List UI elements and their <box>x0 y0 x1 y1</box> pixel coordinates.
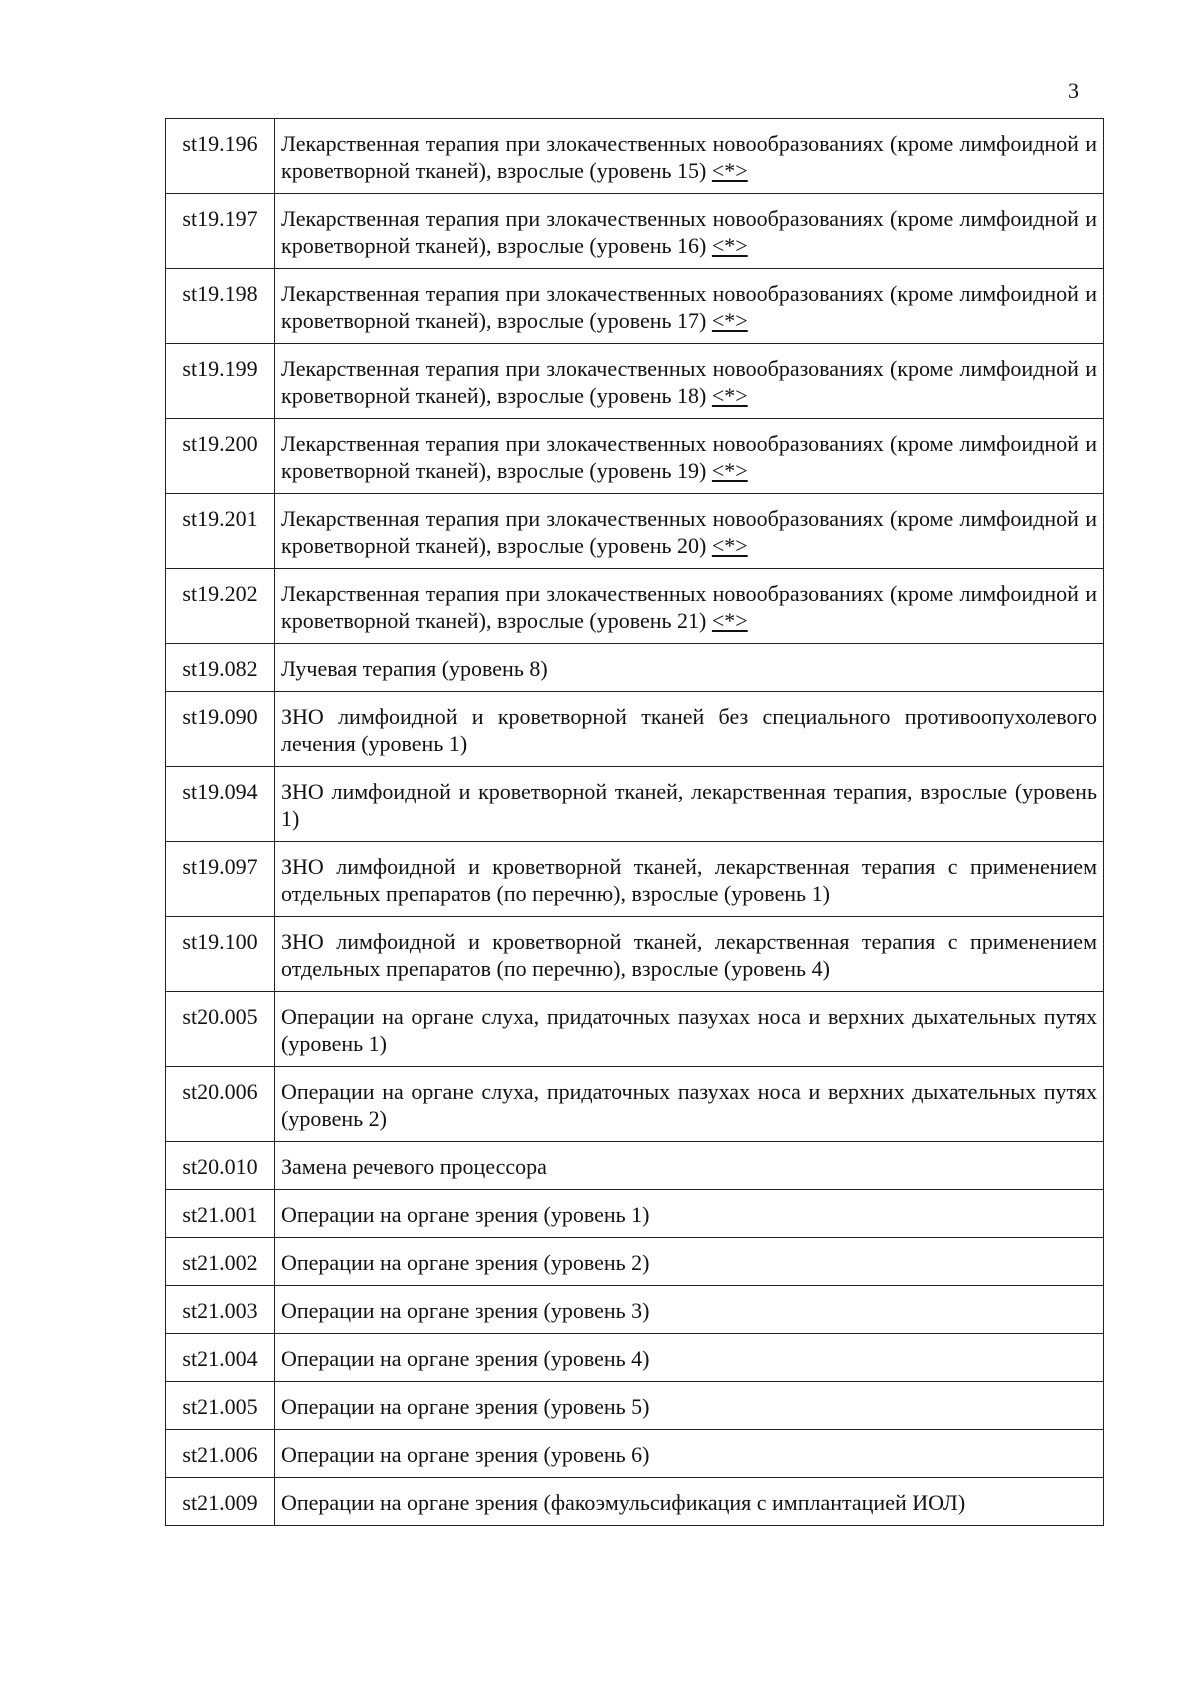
page-number: 3 <box>1068 78 1079 103</box>
row-name: Замена речевого процессора <box>275 1142 1104 1190</box>
row-name-text: Лекарственная терапия при злокачественных новообразованиях (кроме лимфоидной и кроветворной тканей), взрослые (уровень 16) <box>281 206 1097 258</box>
row-name-text: Лекарственная терапия при злокачественных новообразованиях (кроме лимфоидной и кроветворной тканей), взрослые (уровень 21) <box>281 581 1097 633</box>
row-code: st19.100 <box>166 917 275 992</box>
row-code: st19.196 <box>166 119 275 194</box>
table-row <box>166 767 1104 842</box>
row-name-text: Лекарственная терапия при злокачественных новообразованиях (кроме лимфоидной и кроветворной тканей), взрослые (уровень 20) <box>281 506 1097 558</box>
footnote-mark[interactable]: <*> <box>711 308 748 333</box>
table-row <box>166 692 1104 767</box>
row-name: Операции на органе зрения (уровень 1) <box>275 1190 1104 1238</box>
row-code: st19.094 <box>166 767 275 842</box>
row-name: ЗНО лимфоидной и кроветворной тканей без специального противоопухолевого лечения (уровень 1) <box>275 692 1104 767</box>
table-row <box>166 1190 1104 1238</box>
row-name: ЗНО лимфоидной и кроветворной тканей, лекарственная терапия, взрослые (уровень 1) <box>275 767 1104 842</box>
table-row <box>166 344 1104 419</box>
row-name: ЗНО лимфоидной и кроветворной тканей, лекарственная терапия с применением отдельных препаратов (по перечню), взрослые (уровень 4) <box>275 917 1104 992</box>
row-code: st20.005 <box>166 992 275 1067</box>
table-row <box>166 644 1104 692</box>
table-row <box>166 569 1104 644</box>
footnote-mark[interactable]: <*> <box>711 533 748 558</box>
row-name <box>275 269 1104 344</box>
row-code: st21.006 <box>166 1430 275 1478</box>
row-name <box>275 494 1104 569</box>
footnote-mark[interactable]: <*> <box>711 458 748 483</box>
row-code: st21.002 <box>166 1238 275 1286</box>
row-name: Операции на органе зрения (уровень 4) <box>275 1334 1104 1382</box>
footnote-mark[interactable]: <*> <box>711 158 748 183</box>
row-name: Операции на органе зрения (уровень 2) <box>275 1238 1104 1286</box>
row-code: st19.082 <box>166 644 275 692</box>
row-code: st21.005 <box>166 1382 275 1430</box>
row-code: st19.199 <box>166 344 275 419</box>
row-code: st19.097 <box>166 842 275 917</box>
row-code: st19.198 <box>166 269 275 344</box>
footnote-mark[interactable]: <*> <box>711 233 748 258</box>
row-name: Операции на органе зрения (уровень 5) <box>275 1382 1104 1430</box>
row-name: Лучевая терапия (уровень 8) <box>275 644 1104 692</box>
table-row <box>166 842 1104 917</box>
row-name: Операции на органе слуха, придаточных пазухах носа и верхних дыхательных путях (уровень 2) <box>275 1067 1104 1142</box>
table-row <box>166 1238 1104 1286</box>
row-code: st21.004 <box>166 1334 275 1382</box>
row-code: st21.001 <box>166 1190 275 1238</box>
table-row <box>166 419 1104 494</box>
row-name-text: Лекарственная терапия при злокачественных новообразованиях (кроме лимфоидной и кроветворной тканей), взрослые (уровень 19) <box>281 431 1097 483</box>
row-name: Операции на органе слуха, придаточных пазухах носа и верхних дыхательных путях (уровень 1) <box>275 992 1104 1067</box>
row-code: st19.202 <box>166 569 275 644</box>
row-name <box>275 119 1104 194</box>
row-name-text: Лекарственная терапия при злокачественных новообразованиях (кроме лимфоидной и кроветворной тканей), взрослые (уровень 15) <box>281 131 1097 183</box>
row-code: st20.006 <box>166 1067 275 1142</box>
row-code: st19.197 <box>166 194 275 269</box>
row-name: Операции на органе зрения (уровень 3) <box>275 1286 1104 1334</box>
table-row <box>166 1478 1104 1526</box>
row-name-text: Лекарственная терапия при злокачественных новообразованиях (кроме лимфоидной и кроветворной тканей), взрослые (уровень 18) <box>281 356 1097 408</box>
table-row <box>166 917 1104 992</box>
table-row <box>166 992 1104 1067</box>
table-row <box>166 119 1104 194</box>
table-row <box>166 1142 1104 1190</box>
table-row <box>166 494 1104 569</box>
row-name <box>275 419 1104 494</box>
row-name-text: Лекарственная терапия при злокачественных новообразованиях (кроме лимфоидной и кроветворной тканей), взрослые (уровень 17) <box>281 281 1097 333</box>
row-code: st19.200 <box>166 419 275 494</box>
footnote-mark[interactable]: <*> <box>711 383 748 408</box>
row-name: Операции на органе зрения (уровень 6) <box>275 1430 1104 1478</box>
table-row <box>166 1067 1104 1142</box>
row-name <box>275 194 1104 269</box>
table-row <box>166 1382 1104 1430</box>
row-name <box>275 344 1104 419</box>
table-row <box>166 1430 1104 1478</box>
row-code: st19.090 <box>166 692 275 767</box>
table-row <box>166 194 1104 269</box>
table-row <box>166 1334 1104 1382</box>
row-code: st20.010 <box>166 1142 275 1190</box>
row-name: ЗНО лимфоидной и кроветворной тканей, лекарственная терапия с применением отдельных препаратов (по перечню), взрослые (уровень 1) <box>275 842 1104 917</box>
row-name: Операции на органе зрения (факоэмульсификация с имплантацией ИОЛ) <box>275 1478 1104 1526</box>
row-code: st21.003 <box>166 1286 275 1334</box>
csg-codes-table <box>165 118 1104 1526</box>
table-row <box>166 1286 1104 1334</box>
footnote-mark[interactable]: <*> <box>711 608 748 633</box>
row-name <box>275 569 1104 644</box>
row-code: st21.009 <box>166 1478 275 1526</box>
table-row <box>166 269 1104 344</box>
row-code: st19.201 <box>166 494 275 569</box>
